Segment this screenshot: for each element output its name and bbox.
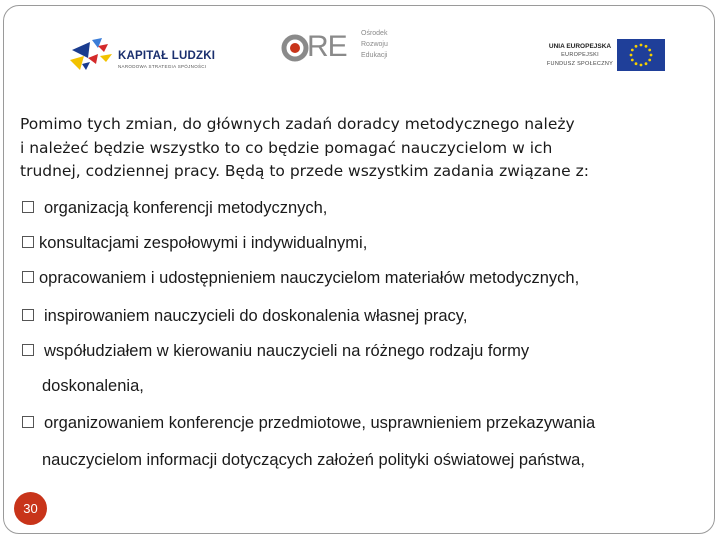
ore-subtitle (361, 28, 388, 61)
list-item-text: współudziałem w kierowaniu nauczycieli na różnego rodzaju formy (44, 342, 530, 360)
list-item (22, 268, 579, 288)
ore-wordmark: RE (307, 30, 347, 63)
kapital-ludzki-subtitle: NARODOWA STRATEGIA SPÓJNOŚCI (118, 64, 207, 69)
ore-line: Ośrodek (361, 30, 388, 37)
list-item (22, 413, 595, 433)
kapital-ludzki-logo (68, 38, 218, 72)
kapital-ludzki-emblem-icon (68, 38, 114, 72)
ore-ring-icon (281, 34, 309, 62)
list-item-continuation: nauczycielom informacji dotyczących założeń polityki oświatowej państwa, (42, 451, 585, 469)
list-item-text: organizowaniem konferencje przedmiotowe, usprawnieniem przekazywania (44, 414, 596, 432)
list-item-continuation: doskonalenia, (42, 377, 144, 395)
eu-text (545, 42, 615, 69)
page-number-badge: 30 (14, 492, 47, 525)
eu-flag-icon (617, 39, 665, 71)
list-item (22, 198, 327, 218)
ore-line: Edukacji (361, 52, 388, 59)
intro-line: i należeć będzie wszystko to co będzie pomagać nauczycielom w ich (20, 138, 553, 157)
list-item (22, 233, 367, 253)
kapital-ludzki-title: KAPITAŁ LUDZKI (118, 50, 216, 62)
eu-line-2: EUROPEJSKI (561, 52, 599, 58)
list-item-text: organizacją konferencji metodycznych, (44, 199, 328, 217)
checkbox-bullet-icon (22, 201, 34, 213)
ore-logo (281, 28, 405, 68)
intro-line: Pomimo tych zmian, do głównych zadań doradcy metodycznego należy (20, 115, 575, 133)
checkbox-bullet-icon (22, 271, 34, 283)
list-item (22, 306, 467, 326)
eu-line-3: FUNDUSZ SPOŁECZNY (546, 61, 614, 67)
checkbox-bullet-icon (22, 309, 34, 321)
list-item-text: inspirowaniem nauczycieli do doskonalenia własnej pracy, (44, 307, 468, 325)
intro-paragraph (20, 113, 660, 184)
intro-line: trudnej, codziennej pracy. Będą to przede wszystkim zadania związane z: (20, 162, 589, 180)
list-item-text: opracowaniem i udostępnieniem nauczycielom materiałów metodycznych, (39, 269, 580, 287)
checkbox-bullet-icon (22, 236, 34, 248)
eu-logo (545, 39, 667, 73)
list-item-text: konsultacjami zespołowymi i indywidualnymi, (39, 234, 368, 252)
eu-line-1: UNIA EUROPEJSKA (548, 43, 612, 50)
ore-line: Rozwoju (361, 41, 388, 48)
list-item (22, 341, 529, 361)
checkbox-bullet-icon (22, 344, 34, 356)
checkbox-bullet-icon (22, 416, 34, 428)
